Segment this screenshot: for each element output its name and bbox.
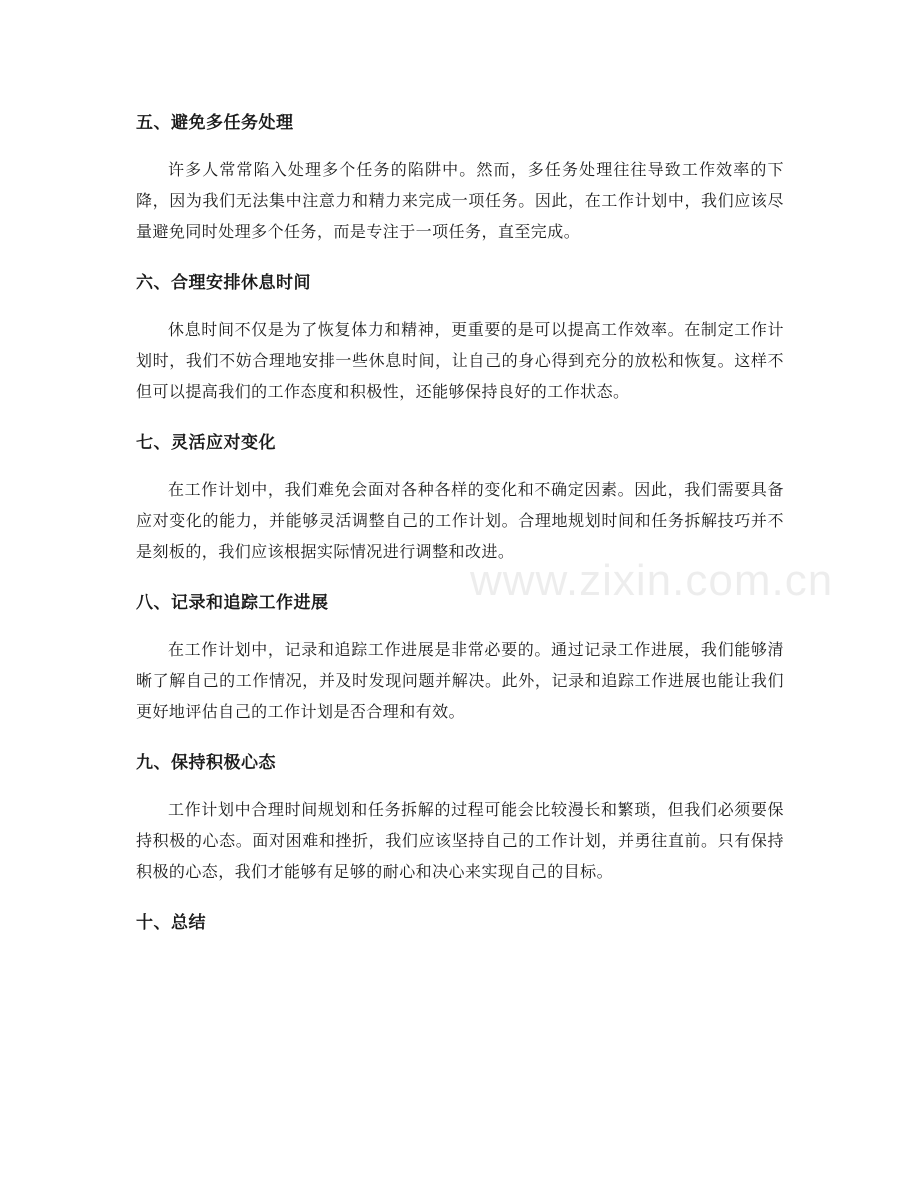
section-heading: 十、总结 <box>136 913 206 933</box>
section-heading: 六、合理安排休息时间 <box>136 273 311 293</box>
watermark: www.zixin.com.cn <box>470 556 834 605</box>
section-heading: 九、保持积极心态 <box>136 753 276 773</box>
section-paragraph: 许多人常常陷入处理多个任务的陷阱中。然而，多任务处理往往导致工作效率的下降，因为我们无法集中注意力和精力来完成一项任务。因此，在工作计划中，我们应该尽量避免同时处理多个任务，而是专注于一项任务，直至完成。 <box>136 160 784 241</box>
section-9 <box>136 746 784 887</box>
section-heading: 七、灵活应对变化 <box>136 433 276 453</box>
section-paragraph: 在工作计划中，记录和追踪工作进展是非常必要的。通过记录工作进展，我们能够清晰了解自己的工作情况，并及时发现问题并解决。此外，记录和追踪工作进展也能让我们更好地评估自己的工作计划是否合理和有效。 <box>136 640 784 721</box>
section-paragraph: 在工作计划中，我们难免会面对各种各样的变化和不确定因素。因此，我们需要具备应对变化的能力，并能够灵活调整自己的工作计划。合理地规划时间和任务拆解技巧并不是刻板的，我们应该根据实际情况进行调整和改进。 <box>136 480 784 561</box>
document-body <box>136 106 784 940</box>
section-paragraph: 休息时间不仅是为了恢复体力和精神，更重要的是可以提高工作效率。在制定工作计划时，我们不妨合理地安排一些休息时间，让自己的身心得到充分的放松和恢复。这样不但可以提高我们的工作态度和积极性，还能够保持良好的工作状态。 <box>136 320 784 401</box>
section-heading: 五、避免多任务处理 <box>136 113 294 133</box>
section-heading: 八、记录和追踪工作进展 <box>136 593 329 613</box>
section-5 <box>136 106 784 247</box>
section-6 <box>136 266 784 407</box>
section-paragraph: 工作计划中合理时间规划和任务拆解的过程可能会比较漫长和繁琐，但我们必须要保持积极的心态。面对困难和挫折，我们应该坚持自己的工作计划，并勇往直前。只有保持积极的心态，我们才能够有足够的耐心和决心来实现自己的目标。 <box>136 800 784 881</box>
section-10 <box>136 906 784 940</box>
section-7 <box>136 426 784 567</box>
section-8 <box>136 586 784 727</box>
